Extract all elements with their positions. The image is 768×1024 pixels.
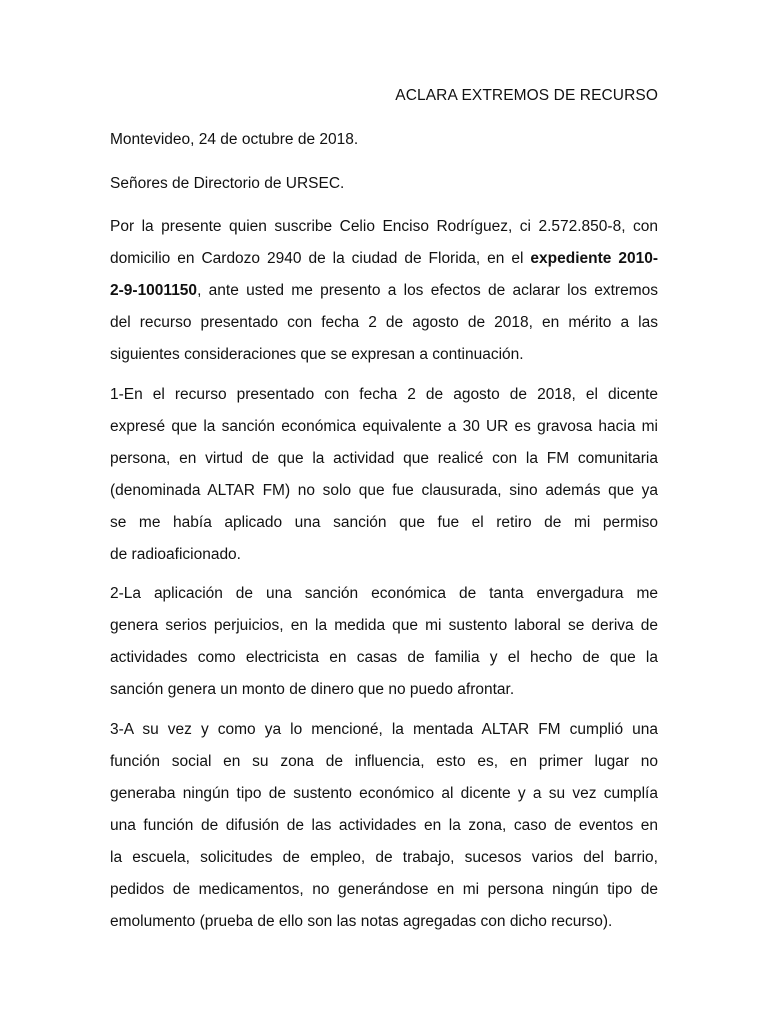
paragraph-line: genera serios perjuicios, en la medida que mi sustento laboral se deriva de (110, 617, 658, 634)
paragraph-line: sanción genera un monto de dinero que no puedo afrontar. (110, 681, 515, 698)
intro-line (110, 243, 658, 275)
paragraph-line: pedidos de medicamentos, no generándose en mi persona ningún tipo de (110, 881, 658, 898)
paragraph-line: la escuela, solicitudes de empleo, de trabajo, sucesos varios del barrio, (110, 849, 658, 866)
paragraph-line: una función de difusión de las actividades en la zona, caso de eventos en (110, 817, 658, 834)
intro-line: del recurso presentado con fecha 2 de agosto de 2018, en mérito a las (110, 314, 658, 331)
intro-paragraph (110, 211, 658, 371)
intro-text: domicilio en Cardozo 2940 de la ciudad de Florida, en el (110, 250, 531, 267)
expediente-number-part1: expediente 2010- (530, 250, 658, 267)
point-3-paragraph (110, 714, 658, 938)
expediente-number-part2: 2-9-1001150 (110, 282, 198, 299)
paragraph-line: generaba ningún tipo de sustento económico al dicente y a su vez cumplía (110, 785, 658, 802)
paragraph-line: 3-A su vez y como ya lo mencioné, la mentada ALTAR FM cumplió una (110, 721, 658, 738)
intro-text: , ante usted me presento a los efectos de aclarar los extremos (197, 282, 658, 299)
paragraph-line: de radioaficionado. (110, 546, 241, 563)
paragraph-line: función social en su zona de influencia, esto es, en primer lugar no (110, 753, 658, 770)
paragraph-line: persona, en virtud de que la actividad que realicé con la FM comunitaria (110, 450, 658, 467)
addressee: Señores de Directorio de URSEC. (110, 175, 345, 192)
paragraph-line: emolumento (prueba de ello son las notas agregadas con dicho recurso). (110, 913, 613, 930)
document-heading: ACLARA EXTREMOS DE RECURSO (395, 87, 658, 104)
paragraph-line: 2-La aplicación de una sanción económica de tanta envergadura me (110, 585, 658, 602)
point-2-paragraph (110, 578, 658, 706)
paragraph-line: actividades como electricista en casas de familia y el hecho de que la (110, 649, 658, 666)
intro-line: Por la presente quien suscribe Celio Enciso Rodríguez, ci 2.572.850-8, con (110, 218, 658, 235)
paragraph-line: (denominada ALTAR FM) no solo que fue clausurada, sino además que ya (110, 482, 658, 499)
place-date: Montevideo, 24 de octubre de 2018. (110, 131, 359, 148)
intro-line: siguientes consideraciones que se expresan a continuación. (110, 346, 524, 363)
paragraph-line: 1-En el recurso presentado con fecha 2 de agosto de 2018, el dicente (110, 386, 658, 403)
intro-line (110, 275, 658, 307)
paragraph-line: expresé que la sanción económica equivalente a 30 UR es gravosa hacia mi (110, 418, 658, 435)
paragraph-line: se me había aplicado una sanción que fue el retiro de mi permiso (110, 514, 658, 531)
point-1-paragraph (110, 379, 658, 571)
